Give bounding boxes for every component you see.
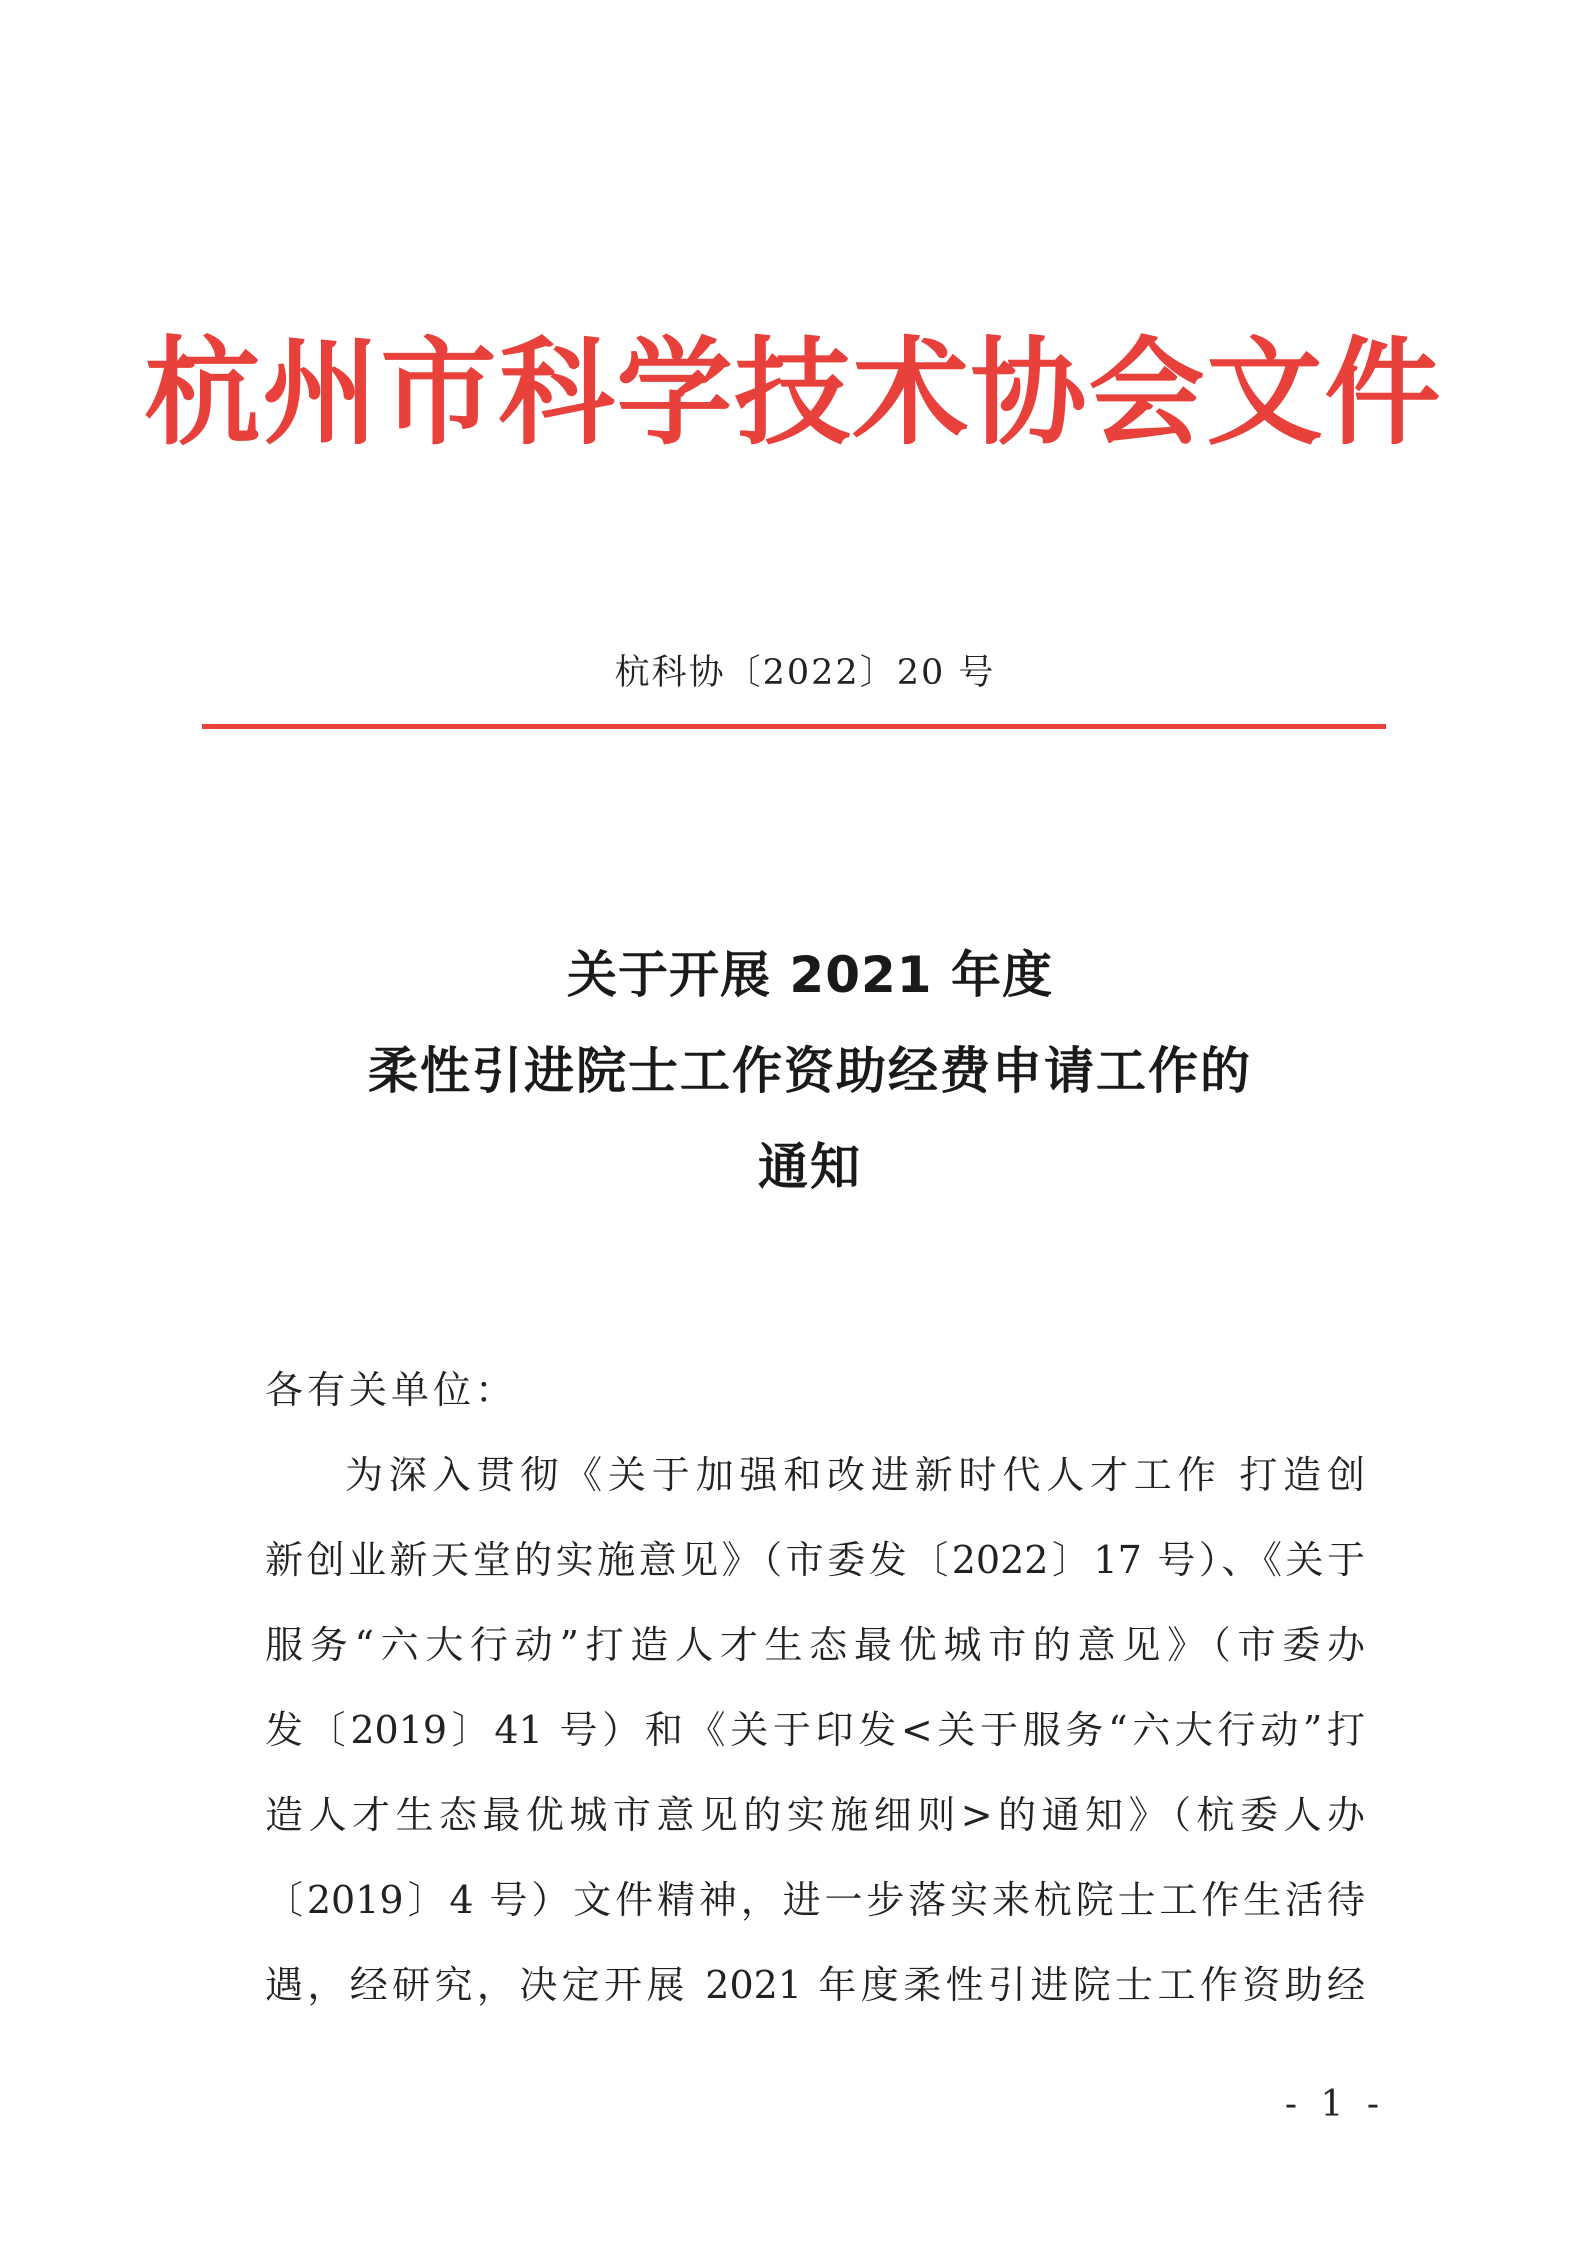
masthead-title: 杭州市科学技术协会文件 bbox=[144, 325, 1443, 461]
body-line-1: 为深入贯彻《关于加强和改进新时代人才工作 打造创 bbox=[345, 1453, 1365, 1497]
notice-title-line-3: 通知 bbox=[758, 1138, 862, 1196]
salutation: 各有关单位： bbox=[265, 1368, 518, 1412]
document-number: 杭科协〔2022〕20 号 bbox=[614, 653, 996, 693]
notice-title-line-1: 关于开展 2021 年度 bbox=[567, 946, 1053, 1004]
body-line-6: 〔2019〕4 号）文件精神，进一步落实来杭院士工作生活待 bbox=[265, 1878, 1365, 1922]
body-line-4: 发〔2019〕41 号）和《关于印发<关于服务“六大行动”打 bbox=[265, 1708, 1365, 1752]
body-line-2: 新创业新天堂的实施意见》（市委发〔2022〕17 号）、《关于 bbox=[265, 1538, 1365, 1582]
body-line-3: 服务“六大行动”打造人才生态最优城市的意见》（市委办 bbox=[265, 1623, 1365, 1667]
page-number: - 1 - bbox=[1284, 2084, 1385, 2125]
notice-title-line-2: 柔性引进院士工作资助经费申请工作的 bbox=[368, 1042, 1252, 1100]
body-line-7: 遇，经研究，决定开展 2021 年度柔性引进院士工作资助经 bbox=[265, 1963, 1365, 2007]
body-line-5: 造人才生态最优城市意见的实施细则>的通知》（杭委人办 bbox=[265, 1793, 1365, 1837]
red-separator-rule bbox=[202, 724, 1386, 729]
